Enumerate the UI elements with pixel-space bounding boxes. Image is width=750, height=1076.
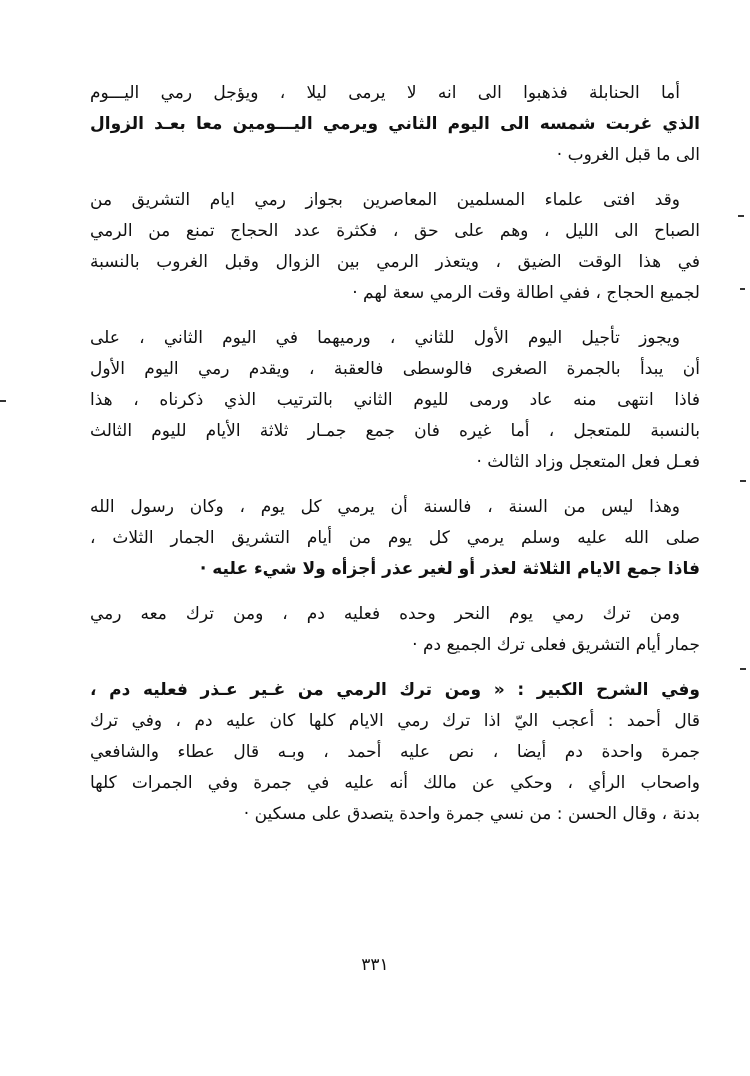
text-line: أن يبدأ بالجمرة الصغرى فالوسطى فالعقبة ، ويقدم رمي اليوم الأول [90,359,700,379]
text-line: وفي الشرح الكبير : « ومن ترك الرمي من غـير عـذر فعليه دم ، [90,680,700,700]
text-line: الى ما قبل الغروب · [556,145,700,165]
scan-mark [738,215,744,217]
text-line: واصحاب الرأي ، وحكي عن مالك أنه عليه في جمرة وفي الجمرات كلها [90,773,700,793]
text-line: قال أحمد : أعجب اليّ اذا ترك رمي الايام كلها كان عليه دم ، وفي ترك [90,711,700,731]
scan-mark [740,668,746,670]
text-line: فعـل فعل المتعجل وزاد الثالث · [476,452,700,472]
paragraph-3 [90,323,700,478]
page-number: ٣٣١ [361,955,389,975]
text-line: وقد افتى علماء المسلمين المعاصرين بجواز رمي ايام التشريق من [90,190,680,210]
page-body [90,78,700,844]
paragraph-6 [90,675,700,830]
text-line: أما الحنابلة فذهبوا الى انه لا يرمى ليلا ، ويؤجل رمي اليـــوم [90,83,680,103]
text-line: جمار أيام التشريق فعلى ترك الجميع دم · [412,635,700,655]
scan-mark [740,480,746,482]
text-line: جمرة واحدة دم أيضا ، نص عليه أحمد ، وبـه قال عطاء والشافعي [90,742,700,762]
text-line: فاذا انتهى منه عاد ورمى لليوم الثاني بالترتيب الذي ذكرناه ، هذا [90,390,700,410]
paragraph-4 [90,492,700,585]
text-line: لجميع الحجاج ، ففي اطالة وقت الرمي سعة لهم · [352,283,700,303]
text-line: بدنة ، وقال الحسن : من نسي جمرة واحدة يتصدق على مسكين · [243,804,700,824]
paragraph-1 [90,78,700,171]
text-line: في هذا الوقت الضيق ، ويتعذر الرمي بين الزوال وقبل الغروب بالنسبة [90,252,700,272]
text-line: صلى الله عليه وسلم يرمي كل يوم من أيام التشريق الجمار الثلاث ، [90,528,700,548]
text-line: الذي غربت شمسه الى اليوم الثاني ويرمي اليـــومين معا بعـد الزوال [90,114,700,134]
paragraph-2 [90,185,700,309]
scan-mark [0,400,6,402]
text-line: فاذا جمع الايام الثلاثة لعذر أو لغير عذر أجزأه ولا شيء عليه · [199,559,700,579]
text-line: وهذا ليس من السنة ، فالسنة أن يرمي كل يوم ، وكان رسول الله [90,497,680,517]
scan-mark [740,288,745,290]
text-line: ومن ترك رمي يوم النحر وحده فعليه دم ، ومن ترك معه رمي [90,604,680,624]
text-line: الصباح الى الليل ، وهم على حق ، فكثرة عدد الحجاج تمنع من الرمي [90,221,700,241]
text-line: ويجوز تأجيل اليوم الأول للثاني ، ورميهما في اليوم الثاني ، على [90,328,680,348]
text-line: بالنسبة للمتعجل ، أما غيره فان جمع جمـار ثلاثة الأيام لليوم الثالث [90,421,700,441]
paragraph-5 [90,599,700,661]
